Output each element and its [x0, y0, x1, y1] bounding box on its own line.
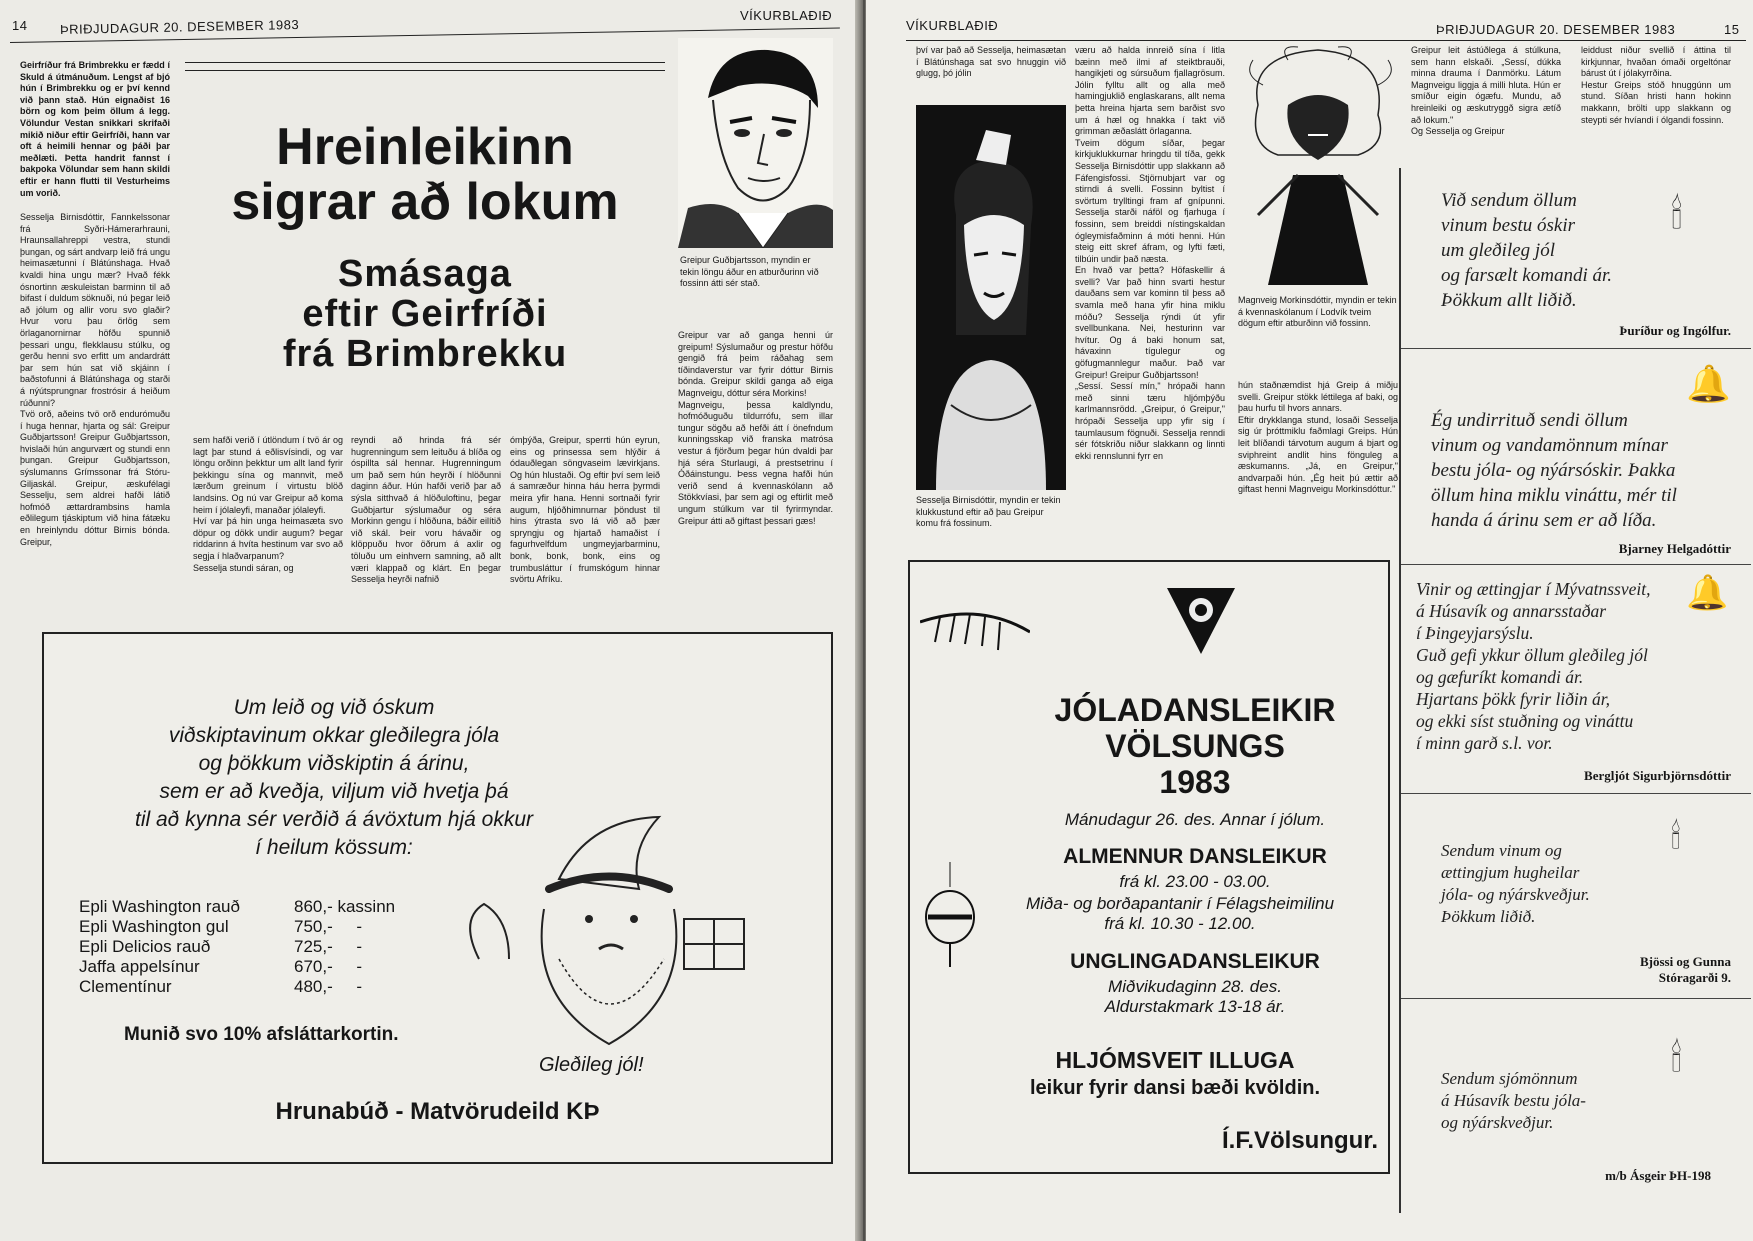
ad-message: Um leið og við óskum viðskiptavinum okkar gleðilegra jóla og þökkum viðskiptin á árinu, sem er að kveðja, viljum við hvetja þá til að kynna sér verðið á ávöxtum hjá okkur í heilum kössum:	[134, 696, 534, 859]
greeting-2-text: Ég undirrituð sendi öllum vinum og vandamönnum mínar bestu jóla- og nýársóskir. Þakka öllum hina miklu vináttu, mér til handa á árinu sem er að líða.	[1431, 410, 1677, 531]
story-column-5: Greipur var að ganga henni úr greipum! Sýslumaður og prestur höfðu gengið frá þeim ráðahag sem tíðindaverstur var fyrir dóttur Birnis bónda. Greipur skildi ganga að eiga Magnveigu, dóttur séra Morkins! Magnveigu, þessa kaldlyndu, hofmóðuguðu tildurrófu, sem illar tungur sögðu að hefði átt í önefndum kunningsskap við franska matrósa vestur á fjörðum þegar hún dvaldi þar hjá séra Sturlaugi, á prestsetrinu í Óðáinstungu. Þess vegna hafði hún verið send á kvennaskólann að Stökkvíasi, þar sem agi og eftirlit með ungum stúlkum var til fyrirmyndar. Greipur átti að giftast þessari gæs!	[678, 330, 833, 526]
dateline-left: ÞRIÐJUDAGUR 20. DESEMBER 1983	[59, 16, 300, 37]
price-item: Epli Delicios rauð	[79, 937, 211, 956]
price-row	[79, 957, 409, 977]
story-continued-1: því var það að Sesselja, heimasætan í Blátúnshaga sat svo hnuggin við glugg, þó jólin	[916, 45, 1066, 79]
price-list	[79, 897, 409, 997]
greeting-divider	[1401, 793, 1751, 794]
price-value: 725,- -	[294, 937, 363, 956]
dance-date-1: Mánudagur 26. des. Annar í jólum.	[1064, 810, 1326, 829]
dance-advertisement	[908, 560, 1390, 1174]
dance-band: HLJÓMSVEIT ILLUGA	[1055, 1047, 1295, 1073]
dance-band-note: leikur fyrir dansi bæði kvöldin.	[1029, 1077, 1321, 1099]
ad-greeting: Gleðileg jól!	[539, 1054, 644, 1076]
greeting-4-signature: Bjössi og Gunna Stóragarði 9.	[1639, 954, 1731, 985]
greetings-column	[1399, 168, 1751, 1213]
story-continued-3: hún staðnæmdist hjá Greip á miðju svelli. Greipur stökk léttilega af baki, og þau hurfu til hvors annars. Eftir drykklanga stund, losaði Sesselja sig úr þróttmiklu faðmlagi Greips. Hún leit blíðandi tárvotum augum á bjart og sviphreint andlit hins fönguleg a æskumanns. „Já, en Greipur," andvarpaði hún. „Ég heit þú ættir að giftast henni Magnveigu Morkinsdóttur."	[1238, 380, 1398, 495]
ornament-illustration	[920, 862, 980, 972]
dateline-right: ÞRIÐJUDAGUR 20. DESEMBER 1983	[1436, 22, 1676, 37]
dance-event-1: ALMENNUR DANSLEIKUR	[1063, 845, 1327, 868]
greeting-1-signature: Þuríður og Ingólfur.	[1619, 323, 1731, 338]
story-column-1: Sesselja Birnisdóttir, Fannkelssonar frá Syðri-Hámerarhrauni, Hraunsallahreppi vestra, stundi þungan, og sárt andvarp leið frá ungu heimasætunni í Blátúnshaga. Hvað kvaldi hina ungu mær? Hvað fékk ósnortinn æskuleistan barminn til að bifast í duldum söknuði, nú þegar leið að jólum og allir voru svo glaðir? Hvur voru þau örlög sem örlaganornirnar höfðu spunnið þessari ungu, flekklausu stúlku, og gerðu henni svo erfitt um andardrátt þar sem hún sat við skjáinn í baðstofunni á Blátúnshaga og starði á nýútsprungnar frostrósir á heiðum rúðunni? Tvö orð, aðeins tvö orð endurómuðu í huga hennar, hjarta og sál: Greipur Guðbjartsson! Greipur Guðbjartsson, hvislaði hún angurvært og stundi enn þungan. Greipur Guðbjartsson, sýslumanns Grímssonar frá Stóru-Giljaskál. Greipur, æskufélagi Sesselju, sem aldrei hafði látið hofmóð ættardrambsins hamla eðlilegum tjáskiptum við hina fátæku en hreinlyndu dóttur Birnis bónda. Greipur,	[20, 212, 170, 547]
greeting-3-signature: Bergljót Sigurbjörnsdóttir	[1584, 768, 1731, 783]
price-item: Epli Washington gul	[79, 917, 229, 936]
portrait-greipur-drawing	[678, 38, 833, 248]
greeting-4-text: Sendum vinum og ættingjum hugheilar jóla- og nýárskveðjur. Þökkum liðið.	[1441, 841, 1590, 926]
greeting-5-signature: m/b Ásgeir ÞH-198	[1605, 1168, 1711, 1183]
greeting-divider	[1401, 348, 1751, 349]
candle-icon: 🕯	[1671, 1038, 1682, 1080]
story-subhead: Smásaga eftir Geirfríði frá Brimbrekku	[282, 253, 568, 375]
bell-icon: 🔔	[1686, 574, 1729, 612]
story-headline: Hreinleikinn sigrar að lokum	[231, 118, 619, 231]
dance-event-2: UNGLINGADANSLEIKUR	[1070, 950, 1320, 973]
price-value: 670,- -	[294, 957, 363, 976]
caption-magnveig: Magnveig Morkinsdóttir, myndin er tekin á kvennaskólanum í Lodvík tveim dögum eftir atburðinn við fossinn.	[1238, 295, 1397, 329]
dance-organizer: Í.F.Völsungur.	[1221, 1127, 1378, 1154]
volsungur-logo-shape	[1165, 584, 1237, 656]
price-item: Clementínur	[79, 977, 172, 996]
ad-sponsor: Hrunabúð - Matvörudeild KÞ	[275, 1098, 600, 1125]
drawing-magnveig	[1238, 45, 1398, 290]
dance-title: JÓLADANSLEIKIR VÖLSUNGS 1983	[1054, 692, 1336, 800]
bell-icon: 🔔	[1686, 363, 1731, 404]
candle-icon: 🕯	[1671, 193, 1683, 237]
masthead-left: VÍKURBLAÐIÐ	[740, 8, 833, 23]
price-value: 860,- kassinn	[294, 897, 396, 916]
right-page	[866, 0, 1753, 1241]
portrait-greipur	[678, 38, 833, 248]
santa-illustration	[439, 809, 759, 1054]
pine-branch-illustration	[920, 582, 1030, 692]
story-continued-2: væru að halda innreið sína í litla bæinn með ilmi af steiktbrauði, hangikjeti og súrsuðum fjallagrösum. Jólin fylltu allt og alla með hamingjuklið englaskarans, allt nema þetta hreina hjarta sem barðist svo um á hæl og hnakka í takt við grimman æðaslátt örlaganna. Tveim dögum síðar, þegar kirkjuklukkurnar hringdu til tíða, gekk Sesselja Birnisdóttir upp slakkann að Fáfengisfossi. Stjörnubjart var og stirndi á svelli. Fossinn byltist í svörtum trylltingi fram af gnípunni. Sesselja starði náföl og fjarhuga í fossinn, sem breiddi nístingskaldan ógleymisfaðminn á móti henni. Hún steig eitt skref áfram, og lyfti fæti, tilbúin undir það næsta. En hvað var þetta? Höfaskellir á svelli? Var það hinn svarti hestur dauðans sem var kominn til þess að svamla með hana yfir hina miklu móðu? Sesselja rýndi út yfir svellbunkana. Nei, hesturinn var hvítur. Og á baki honum sat, hávaxinn tígulegur og göfugmannlegur maður. Það var Greipur! Greipur Guðbjartsson! „Sessí. Sessí mín," hrópaði hann með sinni tæru hljómþýðu karlmannsrödd. „Greipur, ó Greipur," hrópaði Sesselja upp yfir sig í taumlausum fögnuði. Sesselja renndi sér fótskriðu niður slakkann og linnti ekki rennslunni fyrr en	[1075, 45, 1225, 461]
price-row	[79, 977, 409, 997]
story-continued-5: leiddust niður svellið í áttina til kirkjunnar, hvaðan ómaði orgeltónar bárust út í jólakyrrðina. Hestur Greips stóð hnuggúnn um stund. Síðan hristi hann hokinn makkann, brölti upp slakkann og steypti sér hvíandi í ólgandi fossinn.	[1581, 45, 1731, 125]
greeting-1-text: Við sendum öllum vinum bestu óskir um gleðileg jól og farsælt komandi ár. Þökkum allt liðið.	[1441, 190, 1613, 311]
greeting-3-text: Vinir og ættingjar í Mývatnssveit, á Húsavík og annarsstaðar í Þingeyjarsýslu. Guð gefi ykkur öllum gleðileg jól og gæfuríkt komandi ár. Hjartans þökk fyrir liðin ár, og ekki síst stuðning og vináttu í minn garð s.l. vor.	[1416, 579, 1651, 753]
sesselja-drawing	[916, 105, 1066, 490]
ad-discount: Munið svo 10% afsláttarkortin.	[124, 1024, 399, 1045]
greeting-5-text: Sendum sjómönnum á Húsavík bestu jóla- og nýárskveðjur.	[1441, 1069, 1586, 1132]
price-row	[79, 937, 409, 957]
story-continued-4: Greipur leit ástúðlega á stúlkuna, sem hann elskaði. „Sessí, dúkka minna drauma í Danmörku. Látum Magnveigu liggja á milli hluta. Hún er smíður eigin ógæfu. Mundu, að hreinleiki og æskutryggð sigra ætíð að lokum." Og Sesselja og Greipur	[1411, 45, 1561, 137]
santa-drawing	[439, 809, 759, 1054]
greeting-2-signature: Bjarney Helgadóttir	[1618, 541, 1731, 556]
price-row	[79, 897, 409, 917]
headline-rule-top-2	[185, 70, 665, 71]
ornament	[920, 862, 980, 972]
left-page	[0, 0, 862, 1241]
price-value: 480,- -	[294, 977, 363, 996]
story-column-3: reyndi að hrinda frá sér hugrenningum sem leituðu á blíða og óspillta sál hennar. Hugrenningum um það sem hún heyrði í hlöðunni daginn áður. Hún hafði verið þar að sýsla sitthvað á hlöðuloftinu, þegar Guðbjartur sýslumaður og séra Morkinn gengu í hlöðuna, báðir eilítið við skál. Þeir voru hávaðir og klöppuðu hvor öðrum á axlir og töluðu um einhvern samning, að allt væri klappað og klárt. En þegar Sesselja heyrði nafnið	[351, 435, 501, 585]
story-column-4: ómþýða, Greipur, sperrti hún eyrun, eins og prinsessa sem hlýðir á ódauðlegan söngvaseim lævirkjans. Og hún hlustaði. Og eftir því sem leið á samræður hinna háu herra þyrmdi meira yfir hana. Henni sortnaði fyrir augum, hljóðhimnurnar þöndust til hins ýtrasta svo lá við að þær spryngju og hjartað hamaðist í fagurhvelfdum ungmeyjarbarminu, bonk, bonk, bonk, eins og trumbusláttur í frumskógum hinnar svörtu Afríku.	[510, 435, 660, 585]
dance-note-1: Miða- og borðapantanir í Félagsheimilinu frá kl. 10.30 - 12.00.	[1025, 894, 1335, 933]
price-item: Jaffa appelsínur	[79, 957, 200, 976]
volsungur-logo	[1165, 584, 1237, 656]
dance-date-2: Miðvikudaginn 28. des. Aldurstakmark 13-18 ár.	[1104, 977, 1286, 1016]
fruit-advertisement	[42, 632, 833, 1164]
dance-time-1: frá kl. 23.00 - 03.00.	[1119, 872, 1271, 891]
headline-rule-top	[185, 62, 665, 63]
price-row	[79, 917, 409, 937]
greeting-divider	[1401, 564, 1751, 565]
page-number-right: 15	[1724, 22, 1740, 37]
price-value: 750,- -	[294, 917, 363, 936]
caption-sesselja: Sesselja Birnisdóttir, myndin er tekin klukkustund eftir að þau Greipur komu frá fossinum.	[916, 495, 1061, 529]
pine-branch	[920, 582, 1030, 692]
candles-icon: 🕯	[1671, 818, 1681, 856]
header-rule-right	[906, 40, 1746, 41]
greeting-divider	[1401, 998, 1751, 999]
caption-greipur: Greipur Guðbjartsson, myndin er tekin löngu áður en atburðurinn við fossinn átti sér stað.	[680, 255, 819, 289]
drawing-sesselja	[916, 105, 1066, 490]
price-item: Epli Washington rauð	[79, 897, 240, 916]
masthead-right: VÍKURBLAÐIÐ	[906, 18, 999, 33]
magnveig-drawing	[1238, 45, 1398, 290]
page-number-left: 14	[12, 18, 28, 33]
story-column-2: sem hafði verið í útlöndum í tvö ár og lagt þar stund á eðlisvísindi, og var löngu orðinn þekktur um allt land fyrir þekkingu sína og mannvit, með lærðum greinum í virtustu blöð landsins. Og nú var Greipur að koma heim í jólaleyfi, manaðar jólaleyfi. Hví var þá hin unga heimasæta svo döpur og dökk undir augum? Þegar riddarinn á hvíta hestinum var svo að segja í hlaðvarpanum? Sesselja stundi sáran, og	[193, 435, 343, 573]
story-intro: Geirfríður frá Brimbrekku er fædd í Skuld á útmánuðum. Lengst af bjó hún í Brimbrekku og er því kennd við þann stað. Hún eignaðist 16 börn og kom þeim öllum á legg. Völundur Vestan snikkari skrifaði mikið niður eftir Geirfríði, hann var oft á heimili hennar og þáði þar meðlæti. Þetta handrit fannst í bakpoka Völundar sem hann skildi eftir er hann flutti til Vesturheims um vorið.	[20, 60, 170, 198]
